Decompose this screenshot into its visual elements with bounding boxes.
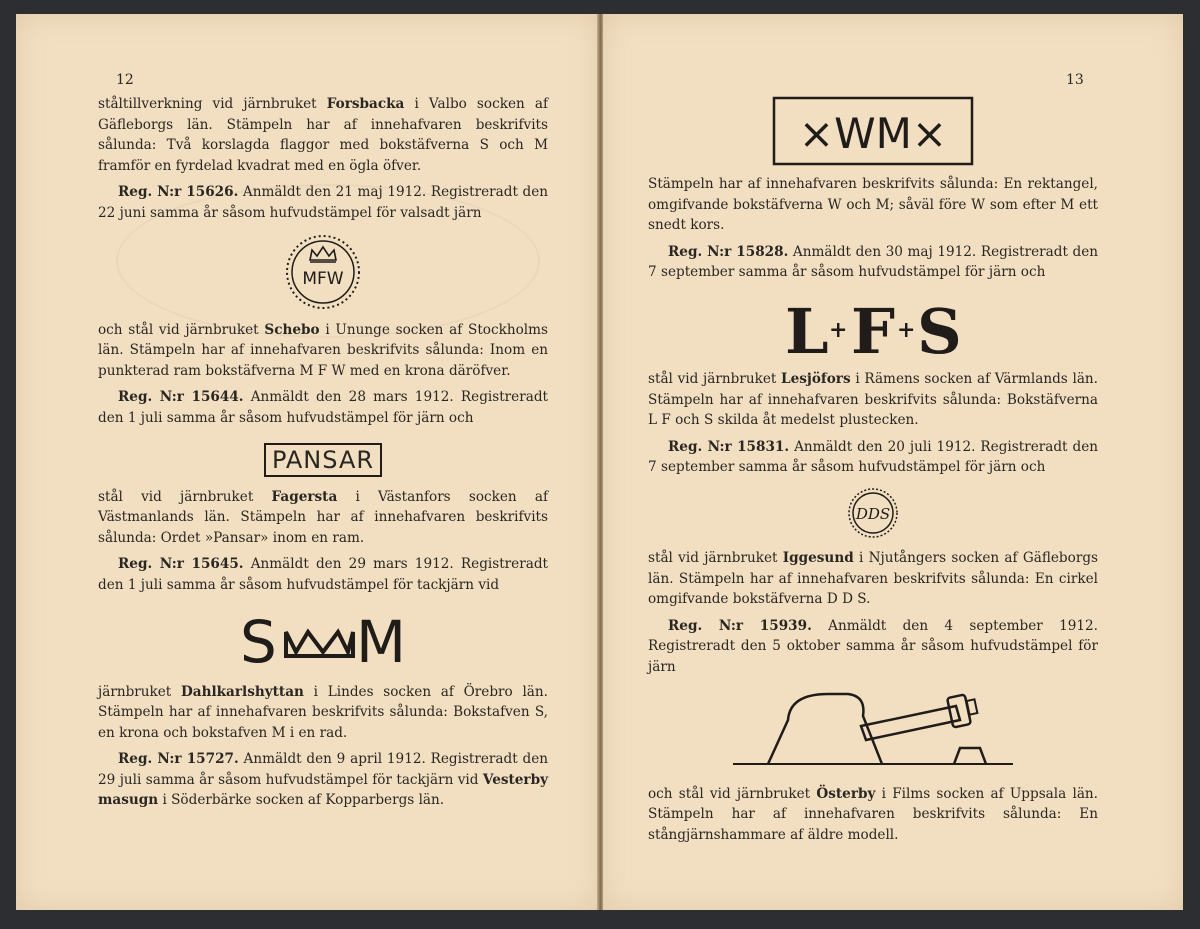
wm-stamp — [772, 96, 974, 166]
left-page — [16, 14, 598, 910]
plus-sign: + — [897, 316, 916, 343]
right-page — [603, 14, 1183, 910]
registration-entry: Reg. N:r 15831. Anmäldt den 20 juli 1912. Registreradt den 7 september samma år såsom hufvudstämpel för järn och — [648, 438, 1098, 476]
stamp-text: MFW — [302, 268, 344, 289]
stamp-letter: S — [917, 294, 962, 361]
registration-entry: Reg. N:r 15727. Anmäldt den 9 april 1912. Registreradt den 29 juli samma år såsom hufvudstämpel för tackjärn vid Vesterby masugn i Söderbärke socken af Kopparbergs län. — [98, 751, 548, 809]
page-number: 13 — [1066, 72, 1084, 88]
paragraph: stål vid järnbruket Iggesund i Njutångers socken af Gäfleborgs län. Stämpeln har af innehafvaren beskrifvits sålunda: En cirkel omgifvande bokstäfverna D D S. — [648, 549, 1098, 608]
paragraph: stål vid järnbruket Lesjöfors i Rämens socken af Värmlands län. Stämpeln har af innehafvaren beskrifvits sålunda: Bokstäfverna L F och S skilda åt medelst plustecken. — [648, 370, 1099, 429]
registration-entry: Reg. N:r 15939. Anmäldt den 4 september 1912. Registreradt den 5 oktober samma år såsom hufvudstämpel för järn — [648, 617, 1098, 675]
paragraph: och stål vid järnbruket Schebo i Ununge socken af Stockholms län. Stämpeln har af innehafvaren beskrifvits sålunda: Inom en punkterad ram bokstäfverna M F W med en krona däröfver. — [98, 321, 548, 379]
stamp-text: DDS — [855, 504, 891, 523]
registration-entry: Reg. N:r 15645. Anmäldt den 29 mars 1912. Registreradt den 1 juli samma år såsom hufvudstämpel för tackjärn vid — [98, 556, 548, 593]
lfs-stamp — [773, 291, 973, 361]
hammer-stamp — [728, 686, 1018, 776]
stamp-text: PANSAR — [264, 443, 382, 477]
s-crown-m-stamp — [228, 604, 418, 674]
registration-entry: Reg. N:r 15644. Anmäldt den 28 mars 1912. Registreradt den 1 juli samma år såsom hufvudstämpel för järn och — [98, 389, 548, 426]
paragraph: stål vid järnbruket Fagersta i Västanfors socken af Västmanlands län. Stämpeln har af innehafvaren beskrifvits sålunda: Ordet »Pansar» inom en ram. — [98, 488, 548, 546]
stamp-letter: F — [851, 294, 896, 361]
left-text-column — [98, 94, 548, 811]
mfw-crown-stamp — [283, 232, 363, 312]
registration-entry: Reg. N:r 15626. Anmäldt den 21 maj 1912. Registreradt den 22 juni samma år såsom hufvudstämpel för valsadt järn — [98, 184, 548, 221]
stamp-letter: S — [240, 607, 277, 674]
plus-sign: + — [829, 316, 848, 343]
registration-entry: Reg. N:r 15828. Anmäldt den 30 maj 1912. Registreradt den 7 september samma år såsom hufvudstämpel för järn och — [648, 243, 1098, 281]
stamp-letter: L — [785, 294, 829, 361]
pansar-stamp — [98, 443, 548, 477]
page-number: 12 — [116, 72, 134, 88]
paragraph: järnbruket Dahlkarlshyttan i Lindes socken af Örebro län. Stämpeln har af innehafvaren beskrifvits sålunda: Bokstafven S, en krona och bokstafven M i en rad. — [98, 683, 548, 741]
paragraph: ståltillverkning vid järnbruket Forsbacka i Valbo socken af Gäfleborgs län. Stämpeln har af innehafvaren beskrifvits sålunda: Två korslagda flaggor med bokstäfverna S och M framför en fyrdelad kvadrat med en ögla öfver. — [98, 96, 548, 174]
paragraph: Stämpeln har af innehafvaren beskrifvits sålunda: En rektangel, omgifvande bokstäfverna W och M; såväl före W som efter M ett snedt kors. — [648, 176, 1098, 234]
stamp-letter: M — [356, 607, 407, 674]
dds-circle-stamp — [846, 486, 900, 540]
right-text-column — [648, 96, 1098, 845]
stamp-text: ×WM× — [798, 109, 948, 158]
paragraph: och stål vid järnbruket Österby i Films socken af Uppsala län. Stämpeln har af innehafvaren beskrifvits sålunda: En stångjärnshammare af äldre modell. — [648, 785, 1099, 843]
crown-icon — [286, 632, 353, 656]
